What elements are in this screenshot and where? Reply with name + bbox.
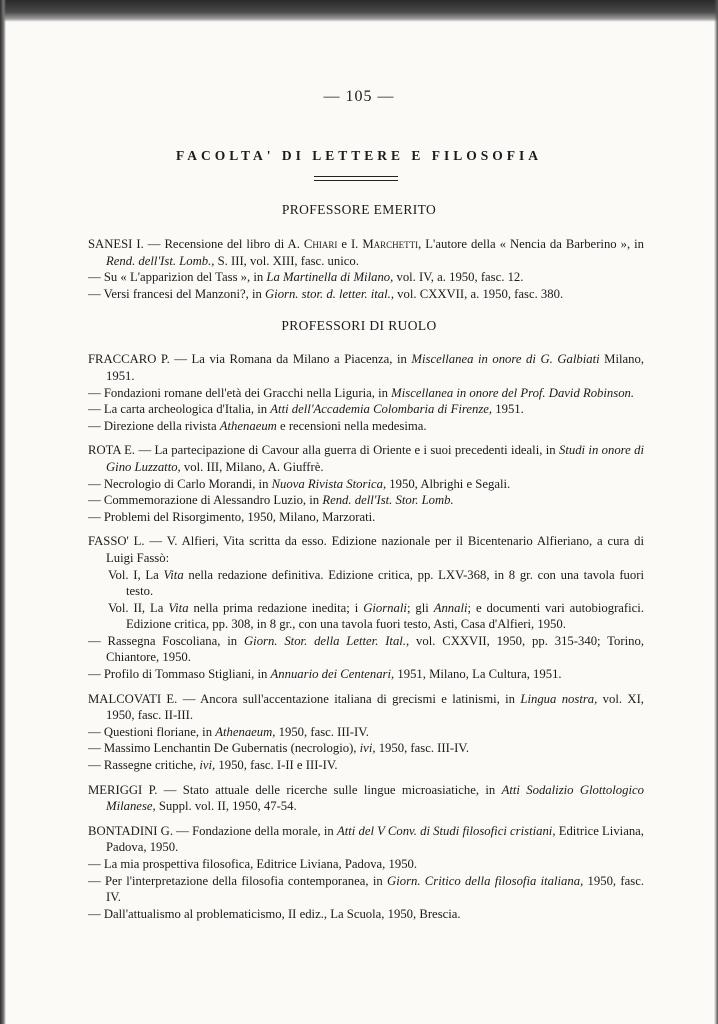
- entry-bontadini-3: — Per l'interpretazione della filosofia contemporanea, in Giorn. Critico della filosofia italiana, 1950, fasc. IV.: [88, 873, 644, 905]
- bibliography-body: [88, 236, 644, 922]
- entry-rota-3: — Commemorazione di Alessandro Luzio, in Rend. dell'Ist. Stor. Lomb.: [88, 493, 454, 508]
- title-rule-bottom: [314, 180, 398, 181]
- entry-fasso-3: — Profilo di Tommaso Stigliani, in Annuario dei Centenari, 1951, Milano, La Cultura, 1951.: [88, 667, 562, 682]
- entry-bontadini-2: — La mia prospettiva filosofica, Editrice Liviana, Padova, 1950.: [88, 857, 418, 871]
- entry-fasso-vol1: Vol. I, La Vita nella redazione definitiva. Edizione critica, pp. LXV-368, in 8 gr. con una tavola fuori testo.: [108, 567, 644, 599]
- entry-sanesi-2: — Su « L'apparizion del Tass », in La Martinella di Milano, vol. IV, a. 1950, fasc. 12.: [88, 270, 524, 285]
- faculty-title: FACOLTA' DI LETTERE E FILOSOFIA: [175, 148, 543, 163]
- entry-rota-4: — Problemi del Risorgimento, 1950, Milano, Marzorati.: [88, 509, 376, 524]
- entry-sanesi-3: — Versi francesi del Manzoni?, in Giorn. stor. d. letter. ital., vol. CXXVII, a. 1950, fasc. 380.: [88, 286, 564, 301]
- entry-fraccaro-3: — La carta archeologica d'Italia, in Atti dell'Accademia Colombaria di Firenze, 1951.: [88, 402, 524, 417]
- entry-fasso-1: FASSO' L. — V. Alfieri, Vita scritta da esso. Edizione nazionale per il Bicentenario Alfieriano, a cura di Luigi Fassò:: [88, 534, 644, 565]
- entry-malcovati-4: — Rassegne critiche, ivi, 1950, fasc. I-II e III-IV.: [88, 758, 338, 773]
- entry-fraccaro-4: — Direzione della rivista Athenaeum e recensioni nella medesima.: [88, 418, 427, 433]
- entry-rota-1: ROTA E. — La partecipazione di Cavour alla guerra di Oriente e i suoi precedenti ideali, in Studi in onore di Gino Luzzatto, vol. III, Milano, A. Giuffrè.: [88, 443, 644, 474]
- entry-fasso-vol2: Vol. II, La Vita nella prima redazione inedita; i Giornali; gli Annali; e documenti vari autobiografici. Edizione critica, pp. 308, in 8 gr., con una tavola fuori testo, Asti, Casa d'Alfieri, 1950.: [108, 600, 645, 632]
- entry-fraccaro-1: FRACCARO P. — La via Romana da Milano a Piacenza, in Miscellanea in onore di G. Galbiati Milano, 1951.: [88, 352, 644, 383]
- entry-rota-2: — Necrologio di Carlo Morandi, in Nuova Rivista Storica, 1950, Albrighi e Segali.: [88, 476, 511, 491]
- entry-fasso-2: — Rassegna Foscoliana, in Giorn. Stor. della Letter. Ital., vol. CXXVII, 1950, pp. 315-340; Torino, Chiantore, 1950.: [88, 633, 644, 665]
- entry-fraccaro-2: — Fondazioni romane dell'età dei Gracchi nella Liguria, in Miscellanea in onore del Prof. David Robinson.: [88, 385, 635, 400]
- page-number: — 105 —: [323, 88, 395, 105]
- entry-sanesi-1: SANESI I. — Recensione del libro di A. Chiari e I. Marchetti, L'autore della « Nencia da Barberino », in Rend. dell'Ist. Lomb., S. III, vol. XIII, fasc. unico.: [88, 237, 644, 268]
- title-rule-top: [314, 176, 398, 177]
- entry-meriggi-1: MERIGGI P. — Stato attuale delle ricerche sulle lingue microasiatiche, in Atti Sodalizio Glottologico Milanese, Suppl. vol. II, 1950, 47-54.: [88, 782, 644, 814]
- entry-malcovati-3: — Massimo Lenchantin De Gubernatis (necrologio), ivi, 1950, fasc. III-IV.: [88, 741, 469, 756]
- entry-bontadini-4: — Dall'attualismo al problematicismo, II ediz., La Scuola, 1950, Brescia.: [88, 906, 461, 921]
- section-heading-emerito: PROFESSORE EMERITO: [281, 202, 437, 217]
- scan-edge-top: [0, 0, 718, 22]
- section-heading-ruolo: PROFESSORI DI RUOLO: [281, 318, 437, 333]
- entry-malcovati-1: MALCOVATI E. — Ancora sull'accentazione italiana di grecismi e latinismi, in Lingua nostra, vol. XI, 1950, fasc. II-III.: [88, 691, 644, 723]
- entry-malcovati-2: — Questioni floriane, in Athenaeum, 1950, fasc. III-IV.: [88, 724, 369, 739]
- entry-bontadini-1: BONTADINI G. — Fondazione della morale, in Atti del V Conv. di Studi filosofici cristiani, Editrice Liviana, Padova, 1950.: [88, 823, 644, 855]
